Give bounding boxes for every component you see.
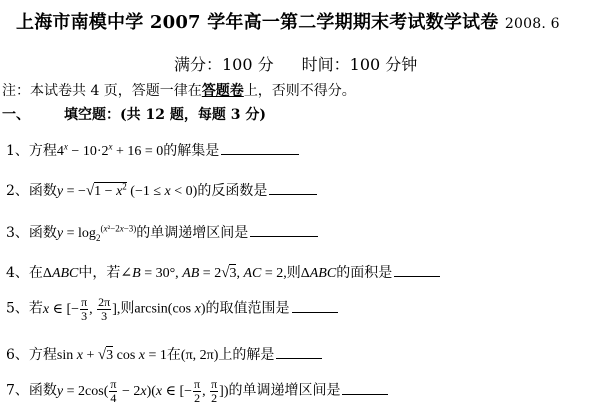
answer-blank [269, 193, 317, 195]
question-number: 2、 [6, 183, 29, 199]
question-text: 的解集是 [163, 143, 220, 159]
question-text: 函数 [28, 183, 57, 199]
question-text: 的反函数是 [197, 183, 268, 199]
triangle-label: ΔABC [42, 266, 79, 281]
exam-info [174, 52, 417, 75]
section-number: 一、 [2, 107, 30, 123]
question-number: 3、 [6, 225, 29, 241]
answer-blank [276, 357, 322, 359]
question-1 [6, 140, 299, 160]
exam-title [16, 8, 560, 34]
interval: (π, 2π) [180, 348, 219, 363]
question-6 [6, 344, 322, 364]
question-text: 在 [166, 347, 181, 363]
notice [2, 80, 356, 100]
time-label: 时间：100 分钟 [301, 55, 418, 74]
equation: y = 2cos( $\frac{\pi}{4}$ − 2x)(x ∈ [− $\frac{\pi}{2}$ , $\frac{\pi}{2}$ ]) [56, 377, 229, 405]
question-text: 的单调递增区间是 [228, 382, 341, 399]
section-title: 填空题：(共 12 题，每题 3 分) [64, 107, 266, 123]
score-label: 满分：100 分 [174, 55, 274, 74]
question-number: 7、 [6, 382, 29, 399]
expression: arcsin(cos x) [134, 301, 206, 317]
question-text: 函数 [28, 382, 57, 399]
question-text: 方程 [28, 347, 57, 363]
question-number: 6、 [6, 347, 29, 363]
equation: $4^x - 10\cdot 2^x + 16 = 0$ [56, 141, 164, 159]
question-3 [6, 222, 318, 243]
answer-blank [394, 275, 440, 277]
question-number: 1、 [6, 143, 29, 159]
answer-blank [250, 235, 318, 237]
question-number: 5、 [6, 300, 29, 317]
question-text: 的单调递增区间是 [136, 225, 249, 241]
triangle-label: ΔABC [300, 266, 337, 281]
equation: sin x + √3 cos x = 1 [56, 347, 167, 363]
question-5 [6, 296, 338, 323]
equation: $y = \log_2^{(x^2-2x-3)}$ [56, 223, 137, 243]
question-text: 则 [120, 300, 135, 317]
question-4 [6, 262, 440, 282]
question-text: 若 [28, 300, 43, 317]
question-text: 中，若 [78, 265, 121, 281]
question-text: 在 [28, 265, 43, 281]
section-heading [2, 104, 266, 124]
question-text: 的面积是 [336, 265, 393, 281]
question-text: 的取值范围是 [205, 300, 290, 317]
question-text: 函数 [28, 225, 57, 241]
equation: ∠B = 30°, AB = 2√3, AC = 2, [120, 265, 287, 281]
notice-suffix: 上，否则不得分。 [243, 83, 356, 99]
equation: $y = -√1 - x^2$ (−1 ≤ x < 0) [56, 181, 198, 199]
question-2 [6, 180, 317, 200]
question-7 [6, 378, 388, 405]
exam-date: 2008. 6 [504, 16, 560, 32]
question-text: 上的解是 [218, 347, 275, 363]
answer-blank [221, 153, 299, 155]
exam-title-text: 上海市南模中学 2007 学年高一第二学期期末考试数学试卷 [16, 12, 499, 33]
question-text: 则 [286, 265, 301, 281]
answer-blank [342, 393, 388, 395]
question-number: 4、 [6, 265, 29, 281]
equation: x ∈ [− $\frac{\pi}{3}$ , $\frac{2\pi}{3}$ ], [42, 295, 121, 323]
notice-emphasis: 答题卷 [201, 83, 244, 99]
notice-prefix: 注：本试卷共 4 页，答题一律在 [2, 83, 202, 99]
answer-blank [292, 311, 338, 313]
question-text: 方程 [28, 143, 57, 159]
